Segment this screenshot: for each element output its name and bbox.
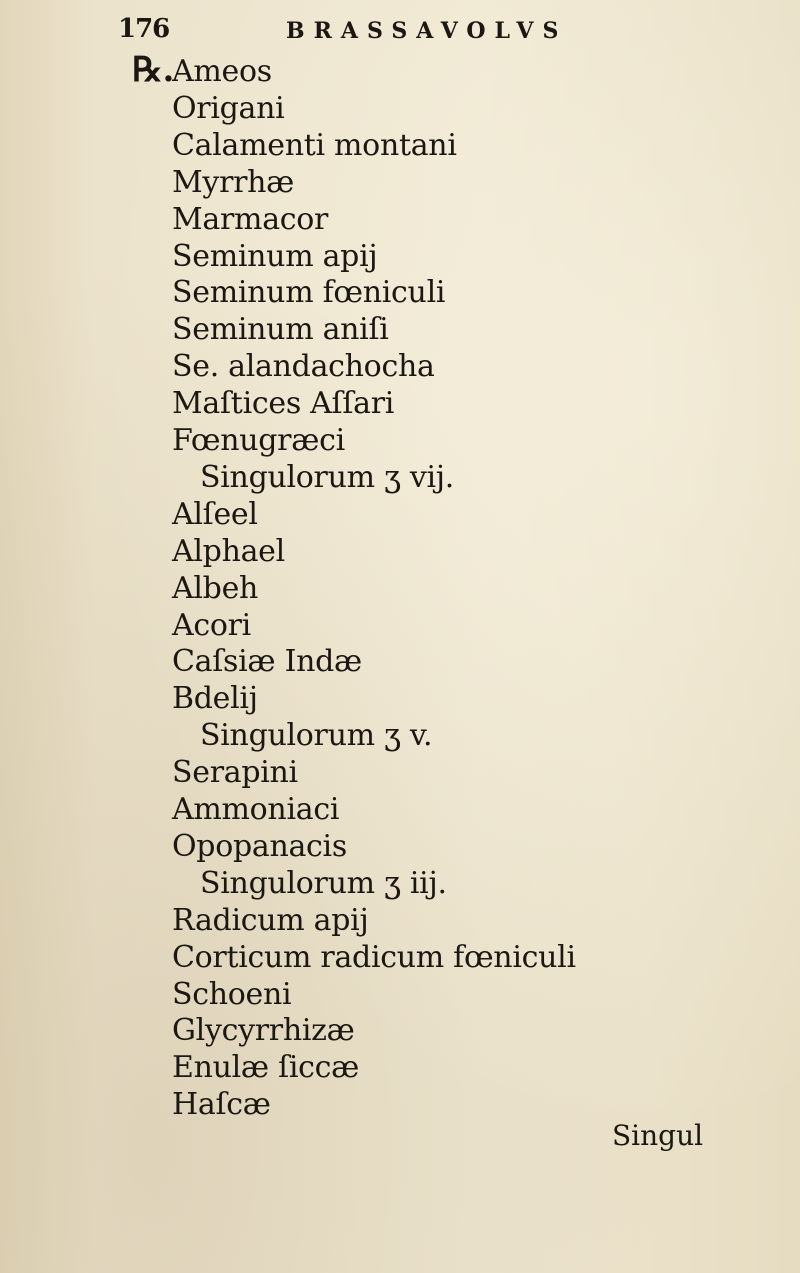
ingredient-line: Alſeel xyxy=(172,497,258,532)
ingredient-line: Caſsiæ Indæ xyxy=(172,644,362,679)
ingredient-line: Calamenti montani xyxy=(172,128,457,163)
ingredient-line: Radicum apij xyxy=(172,903,369,938)
ingredient-line: Ameos xyxy=(172,54,272,89)
ingredient-line: Acori xyxy=(172,608,251,643)
ingredient-line: Haſcæ xyxy=(172,1087,271,1122)
catchword: Singul xyxy=(612,1119,704,1152)
dosage-line: Singulorum ʒ iij. xyxy=(200,866,447,901)
ingredient-line: Origani xyxy=(172,91,285,126)
dosage-line: Singulorum ʒ v. xyxy=(200,718,433,753)
ingredient-line: Maſtices Aſſari xyxy=(172,386,395,421)
ingredient-line: Ammoniaci xyxy=(172,792,340,827)
ingredient-line: Enulæ ſiccæ xyxy=(172,1050,360,1085)
ingredient-line: Marmacor xyxy=(172,202,329,237)
page-number: 176 xyxy=(118,14,170,44)
ingredient-line: Schoeni xyxy=(172,977,292,1012)
ingredient-line: Glycyrrhizæ xyxy=(172,1013,355,1048)
ingredient-line: Albeh xyxy=(172,571,259,606)
ingredient-line: Myrrhæ xyxy=(172,165,295,200)
ingredient-line: Bdelij xyxy=(172,681,258,716)
ingredient-line: Seminum aniſi xyxy=(172,312,389,347)
ingredient-line: Alphael xyxy=(172,534,285,569)
recipe-mark: ℞. xyxy=(132,50,175,90)
ingredient-line: Fœnugræci xyxy=(172,423,345,458)
ingredient-line: Seminum apij xyxy=(172,239,378,274)
ingredient-line: Corticum radicum fœniculi xyxy=(172,940,576,975)
ingredient-line: Serapini xyxy=(172,755,298,790)
ingredient-line: Se. alandachocha xyxy=(172,349,435,384)
running-head: BRASSAVOLVS xyxy=(286,18,568,44)
ingredient-line: Seminum fœniculi xyxy=(172,275,446,310)
dosage-line: Singulorum ʒ vij. xyxy=(200,460,455,495)
ingredient-line: Opopanacis xyxy=(172,829,347,864)
